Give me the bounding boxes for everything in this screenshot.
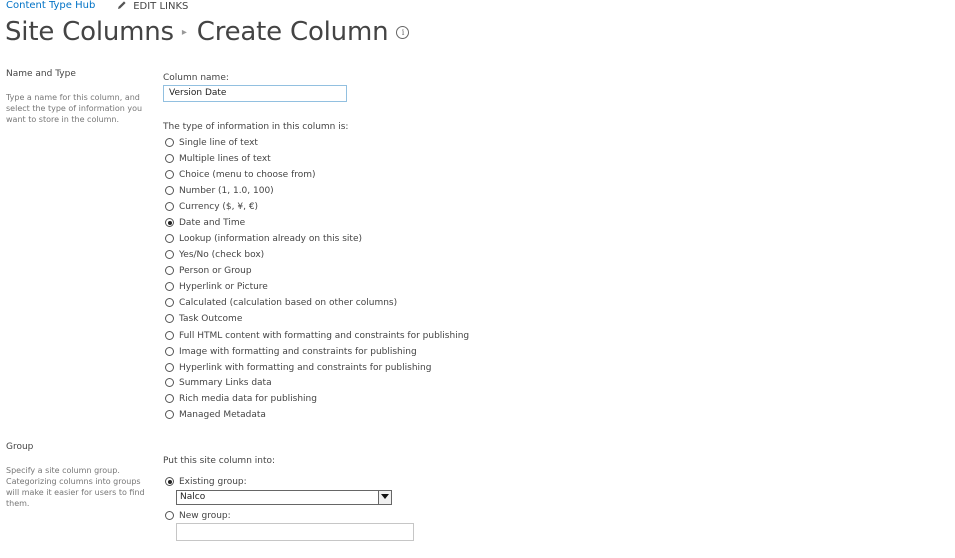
type-option-label: Summary Links data [179, 378, 272, 388]
column-name-label: Column name: [163, 73, 229, 83]
breadcrumb-arrow-icon: ▸ [181, 26, 187, 38]
breadcrumb-current: Create Column [196, 17, 389, 47]
type-radio-circle[interactable] [165, 378, 174, 387]
type-radio-circle[interactable] [165, 154, 174, 163]
group-section-title: Group [6, 442, 34, 452]
type-option-label: Person or Group [179, 266, 252, 276]
breadcrumb-site-columns[interactable]: Site Columns [5, 17, 174, 47]
type-label: The type of information in this column is: [163, 122, 349, 132]
new-group-input[interactable] [176, 523, 414, 541]
page-title [5, 16, 409, 48]
type-radio-circle[interactable] [165, 250, 174, 259]
type-option-label: Hyperlink with formatting and constraints for publishing [179, 363, 432, 373]
type-option-label: Rich media data for publishing [179, 394, 317, 404]
type-option-label: Calculated (calculation based on other columns) [179, 298, 398, 308]
type-radio-circle[interactable] [165, 202, 174, 211]
new-group-label: New group: [179, 511, 231, 521]
group-description: Specify a site column group. Categorizing columns into groups will make it easier for users to find them. [6, 466, 145, 508]
info-icon[interactable]: i [396, 26, 409, 39]
name-type-section-title: Name and Type [6, 69, 76, 79]
type-radio-circle[interactable] [165, 410, 174, 419]
type-radio-circle[interactable] [165, 331, 174, 340]
content-type-hub-link[interactable]: Content Type Hub [6, 0, 96, 11]
type-option-label: Task Outcome [179, 314, 243, 324]
type-option-label: Single line of text [179, 138, 258, 148]
type-radio-circle[interactable] [165, 314, 174, 323]
top-nav [6, 0, 189, 14]
pencil-icon [117, 0, 127, 10]
type-radio-circle[interactable] [165, 234, 174, 243]
type-radio-circle[interactable] [165, 138, 174, 147]
existing-group-radio-circle[interactable] [165, 477, 174, 486]
type-radio-circle[interactable] [165, 266, 174, 275]
existing-group-select[interactable] [176, 490, 392, 505]
type-radio-circle[interactable] [165, 394, 174, 403]
type-option-label: Currency ($, ¥, €) [179, 202, 259, 212]
type-radio-circle[interactable] [165, 170, 174, 179]
type-option-label: Image with formatting and constraints for publishing [179, 347, 417, 357]
type-option-label: Number (1, 1.0, 100) [179, 186, 274, 196]
type-option-label: Full HTML content with formatting and constraints for publishing [179, 331, 470, 341]
existing-group-label: Existing group: [179, 477, 247, 487]
type-option-label: Hyperlink or Picture [179, 282, 268, 292]
type-option-label: Managed Metadata [179, 410, 266, 420]
type-radio-circle[interactable] [165, 218, 174, 227]
edit-links-button[interactable] [117, 0, 188, 13]
type-option-label: Date and Time [179, 218, 246, 228]
existing-group-value: Nalco [180, 492, 206, 502]
type-radio-circle[interactable] [165, 298, 174, 307]
type-radio-circle[interactable] [165, 363, 174, 372]
type-radio-circle[interactable] [165, 186, 174, 195]
type-radio-circle[interactable] [165, 282, 174, 291]
type-option-label: Lookup (information already on this site) [179, 234, 362, 244]
edit-links-label: EDIT LINKS [133, 1, 189, 12]
put-into-label: Put this site column into: [163, 456, 276, 466]
type-option-label: Multiple lines of text [179, 154, 271, 164]
name-type-description: Type a name for this column, and select the type of information you want to store in the column. [6, 93, 143, 124]
new-group-radio-circle[interactable] [165, 511, 174, 520]
type-option-label: Choice (menu to choose from) [179, 170, 316, 180]
type-radio-circle[interactable] [165, 347, 174, 356]
type-option-label: Yes/No (check box) [179, 250, 265, 260]
column-name-input[interactable]: Version Date [163, 85, 347, 102]
chevron-down-icon[interactable] [378, 491, 391, 504]
